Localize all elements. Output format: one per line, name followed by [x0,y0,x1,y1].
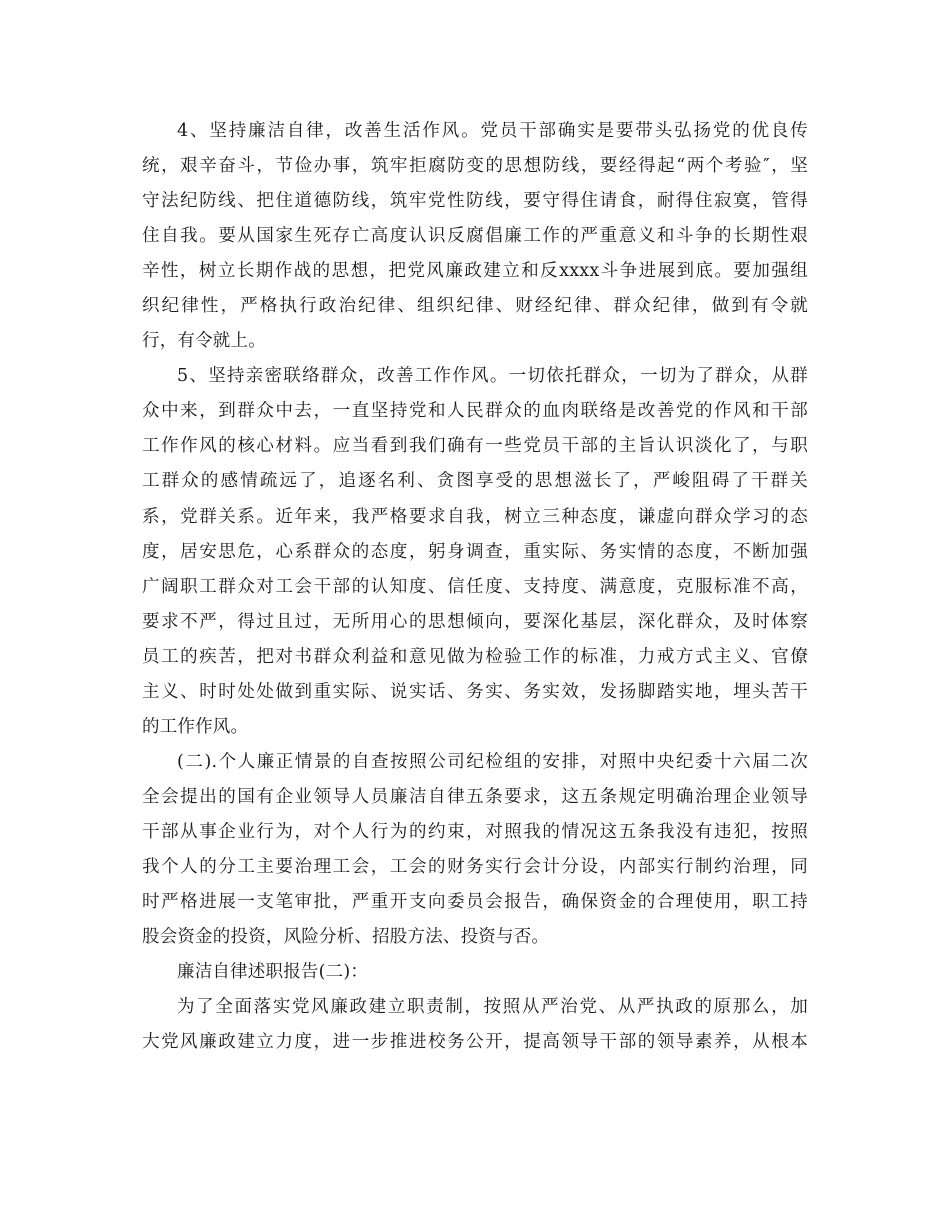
text-line: 守法纪防线、把住道德防线，筑牢党性防线，要守得住请食，耐得住寂寞，管得 [142,191,808,212]
text-line: 员工的疾苦，把对书群众利益和意见做为检验工作的标准，力戒方式主义、官僚 [142,646,808,667]
text-line: 4、坚持廉洁自律，改善生活作风。党员干部确实是要带头弘扬党的优良传 [177,121,808,141]
text-line: 主义、时时处处做到重实际、说实话、务实、务实效，发扬脚踏实地，埋头苦干 [142,681,808,702]
text-line: 我个人的分工主要治理工会，工会的财务实行会计分设，内部实行制约治理，同 [142,856,808,877]
text-line: 众中来，到群众中去，一直坚持党和人民群众的血肉联络是改善党的作风和干部 [142,401,808,422]
text-line: 工群众的感情疏远了，追逐名利、贪图享受的思想滋长了，严峻阻碍了干群关 [142,471,808,492]
text-line: 广阔职工群众对工会干部的认知度、信任度、支持度、满意度，克服标准不高， [142,576,808,597]
document-body [142,114,808,1060]
text-line: 全会提出的国有企业领导人员廉洁自律五条要求，这五条规定明确治理企业领导 [142,786,808,807]
text-line: 股会资金的投资，风险分析、招股方法、投资与否。 [142,927,550,948]
text-line: 的工作作风。 [142,716,249,737]
text-line: 统，艰辛奋斗，节俭办事，筑牢拒腐防变的思想防线，要经得起“两个考验″，坚 [142,156,808,177]
text-line: 5、坚持亲密联络群众，改善工作作风。一切依托群众，一切为了群众，从群 [177,366,808,387]
text-line: 为了全面落实党风廉政建立职责制，按照从严治党、从严执政的原那么，加 [177,997,808,1018]
text-line: 辛性，树立长期作战的思想，把党风廉政建立和反xxxx斗争进展到底。要加强组 [142,261,808,282]
text-line: 要求不严，得过且过，无所用心的思想倾向，要深化基层，深化群众，及时体察 [142,611,808,632]
section-heading: 廉洁自律述职报告(二)： [177,962,369,983]
text-line: 织纪律性，严格执行政治纪律、组织纪律、财经纪律、群众纪律，做到有令就 [142,296,808,317]
text-line: 住自我。要从国家生死存亡高度认识反腐倡廉工作的严重意义和斗争的长期性艰 [142,226,808,247]
text-line: 工作作风的核心材料。应当看到我们确有一些党员干部的主旨认识淡化了，与职 [142,436,808,457]
text-line: 大党风廉政建立力度，进一步推进校务公开，提高领导干部的领导素养，从根本 [142,1032,808,1053]
text-line: 度，居安思危，心系群众的态度，躬身调查，重实际、务实情的态度，不断加强 [142,541,808,562]
text-line: 干部从事企业行为，对个人行为的约束，对照我的情况这五条我没有违犯，按照 [142,821,808,842]
text-line: 系，党群关系。近年来，我严格要求自我，树立三种态度，谦虚向群众学习的态 [142,506,808,527]
text-line: 时严格进展一支笔审批，严重开支向委员会报告，确保资金的合理使用，职工持 [142,892,808,913]
text-line: 行，有令就上。 [142,331,266,352]
text-line: (二).个人廉正情景的自查按照公司纪检组的安排，对照中央纪委十六届二次 [177,751,808,772]
